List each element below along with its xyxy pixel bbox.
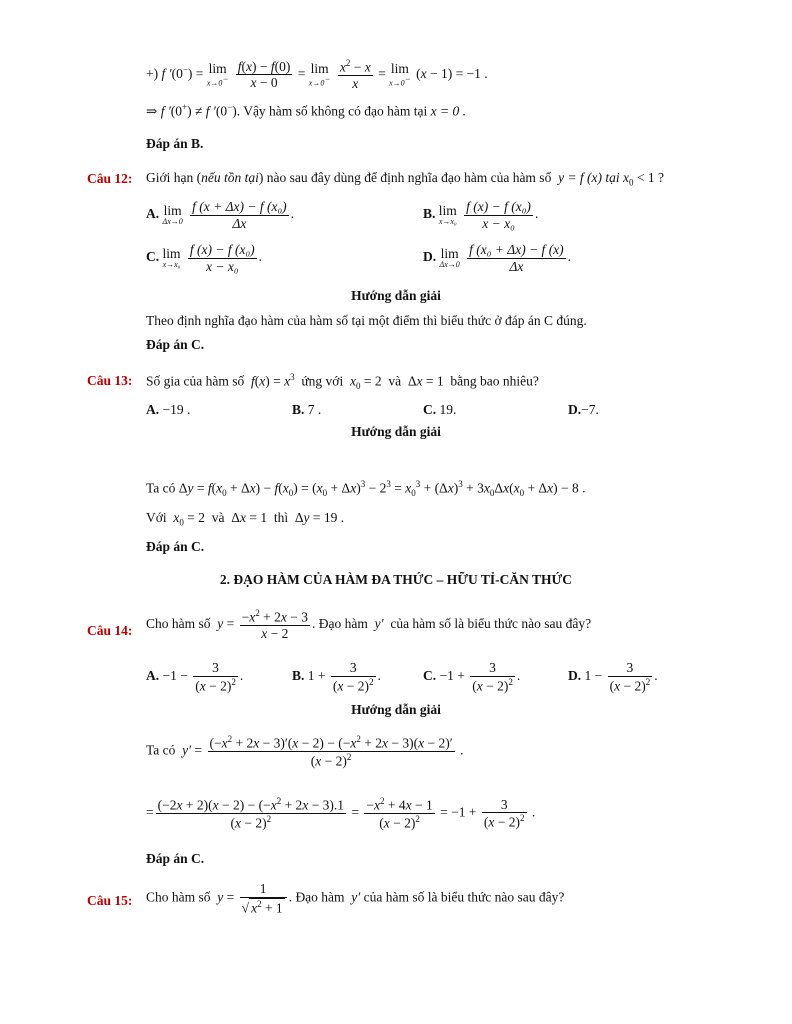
q12-explanation: Theo định nghĩa đạo hàm của hàm số tại một điểm thì biểu thức ở đáp án C đúng.	[146, 313, 587, 328]
q13-solution-line-1: Ta có $\Delta y = f(x_0 + \Delta x) - f(x_0) = (x_0 + \Delta x)^3 - 2^3 = x_0^3 + (\Delta x)^3 + 3x_0\Delta x(x_0 + \Delta x) - 8$ .	[146, 479, 586, 499]
q15-label: Câu 15:	[87, 893, 133, 908]
q14-solution-line-2: = $\frac{(-2x + 2)(x - 2) - (-x^2 + 2x - 3).1}{(x - 2)^2}$ = $\frac{-x^2 + 4x - 1}{(x - 2)^2}$ = −1 + $\frac{3}{(x - 2)^2}$ .	[146, 796, 536, 831]
q14-text: Cho hàm số y = $\frac{-x^2 + 2x - 3}{x - 2}$ . Đạo hàm y′ của hàm số là biểu thức nào sau đây?	[146, 608, 592, 642]
q13-answer: Đáp án C.	[146, 539, 205, 554]
q13-label: Câu 13:	[87, 373, 133, 388]
q12-text: Giới hạn (nếu tồn tại) nào sau đây dùng để định nghĩa đạo hàm của hàm số y = f (x) tại $x_0 < 1$ ?	[146, 170, 665, 188]
intro-answer: Đáp án B.	[146, 136, 204, 151]
q13-option-a[interactable]: A. −19 .	[146, 402, 191, 417]
q12-answer: Đáp án C.	[146, 337, 205, 352]
q12-option-c[interactable]: C. lim x→x₀ $\frac{\text{f (x) − f (x₀)}}{\text{x − x₀}}$ .	[146, 242, 263, 274]
q15-text: Cho hàm số y = $\frac{1}{√ x^2 + 1}$ . Đạo hàm y′ của hàm số là biểu thức nào sau đây?	[146, 881, 565, 916]
q12-option-d[interactable]: D. lim Δx→0 $\frac{\text{f (x₀ + Δx) − f (x)}}{\Delta x}$ .	[423, 242, 572, 274]
q13-solution-line-2: Với $x_0 = 2$ và Δx = 1 thì Δy = 19 .	[146, 510, 345, 528]
section-heading: 2. ĐẠO HÀM CỦA HÀM ĐA THỨC – HỮU TỈ-CĂN THỨC	[219, 572, 573, 587]
q14-answer: Đáp án C.	[146, 851, 205, 866]
q12-label: Câu 12:	[87, 171, 133, 186]
intro-line-2: ⇒ f ′(0+) ≠ f ′(0−). Vậy hàm số không có đạo hàm tại x = 0 .	[146, 102, 467, 119]
q14-option-d[interactable]: D. 1 − $\frac{3}{(x - 2)^2}$ .	[568, 660, 658, 694]
intro-line-1: +) f ′(0−) = lim x→0− $\frac{f(x) - f(0)}{x - 0}$ = lim x→0− $\frac{x^2 - x}{x}$ = lim x→0− (x − 1) = −1 .	[146, 58, 488, 92]
q14-option-b[interactable]: B. 1 + $\frac{3}{(x - 2)^2}$ .	[292, 660, 381, 694]
q13-option-d[interactable]: D.−7.	[568, 402, 599, 417]
q14-label: Câu 14:	[87, 623, 133, 638]
q14-guide-heading: Hướng dẫn giải	[351, 702, 441, 717]
q12-guide-heading: Hướng dẫn giải	[351, 288, 441, 303]
q12-option-a[interactable]: A. lim Δx→0 $\frac{\text{f (x + Δx) − f (x₀)}}{\Delta x}$ .	[146, 199, 295, 231]
q12-option-b[interactable]: B. lim x→x₀ $\frac{\text{f (x) − f (x₀)}}{\text{x − x₀}}$ .	[423, 199, 539, 231]
q13-guide-heading: Hướng dẫn giải	[351, 424, 441, 439]
q14-option-a[interactable]: A. −1 − $\frac{3}{(x - 2)^2}$ .	[146, 660, 244, 694]
q14-option-c[interactable]: C. −1 + $\frac{3}{(x - 2)^2}$ .	[423, 660, 521, 694]
q13-option-b[interactable]: B. 7 .	[292, 402, 322, 417]
q13-option-c[interactable]: C. 19.	[423, 402, 457, 417]
q14-solution-line-1: Ta có y′ = $\frac{(-x^2 + 2x - 3)'(x - 2) - (-x^2 + 2x - 3)(x - 2)'}{(x - 2)^2}$ .	[146, 734, 464, 769]
q13-text: Số gia của hàm số $f(x) = x^3$ ứng với $x_0 = 2$ và Δx = 1 bằng bao nhiêu?	[146, 372, 539, 392]
